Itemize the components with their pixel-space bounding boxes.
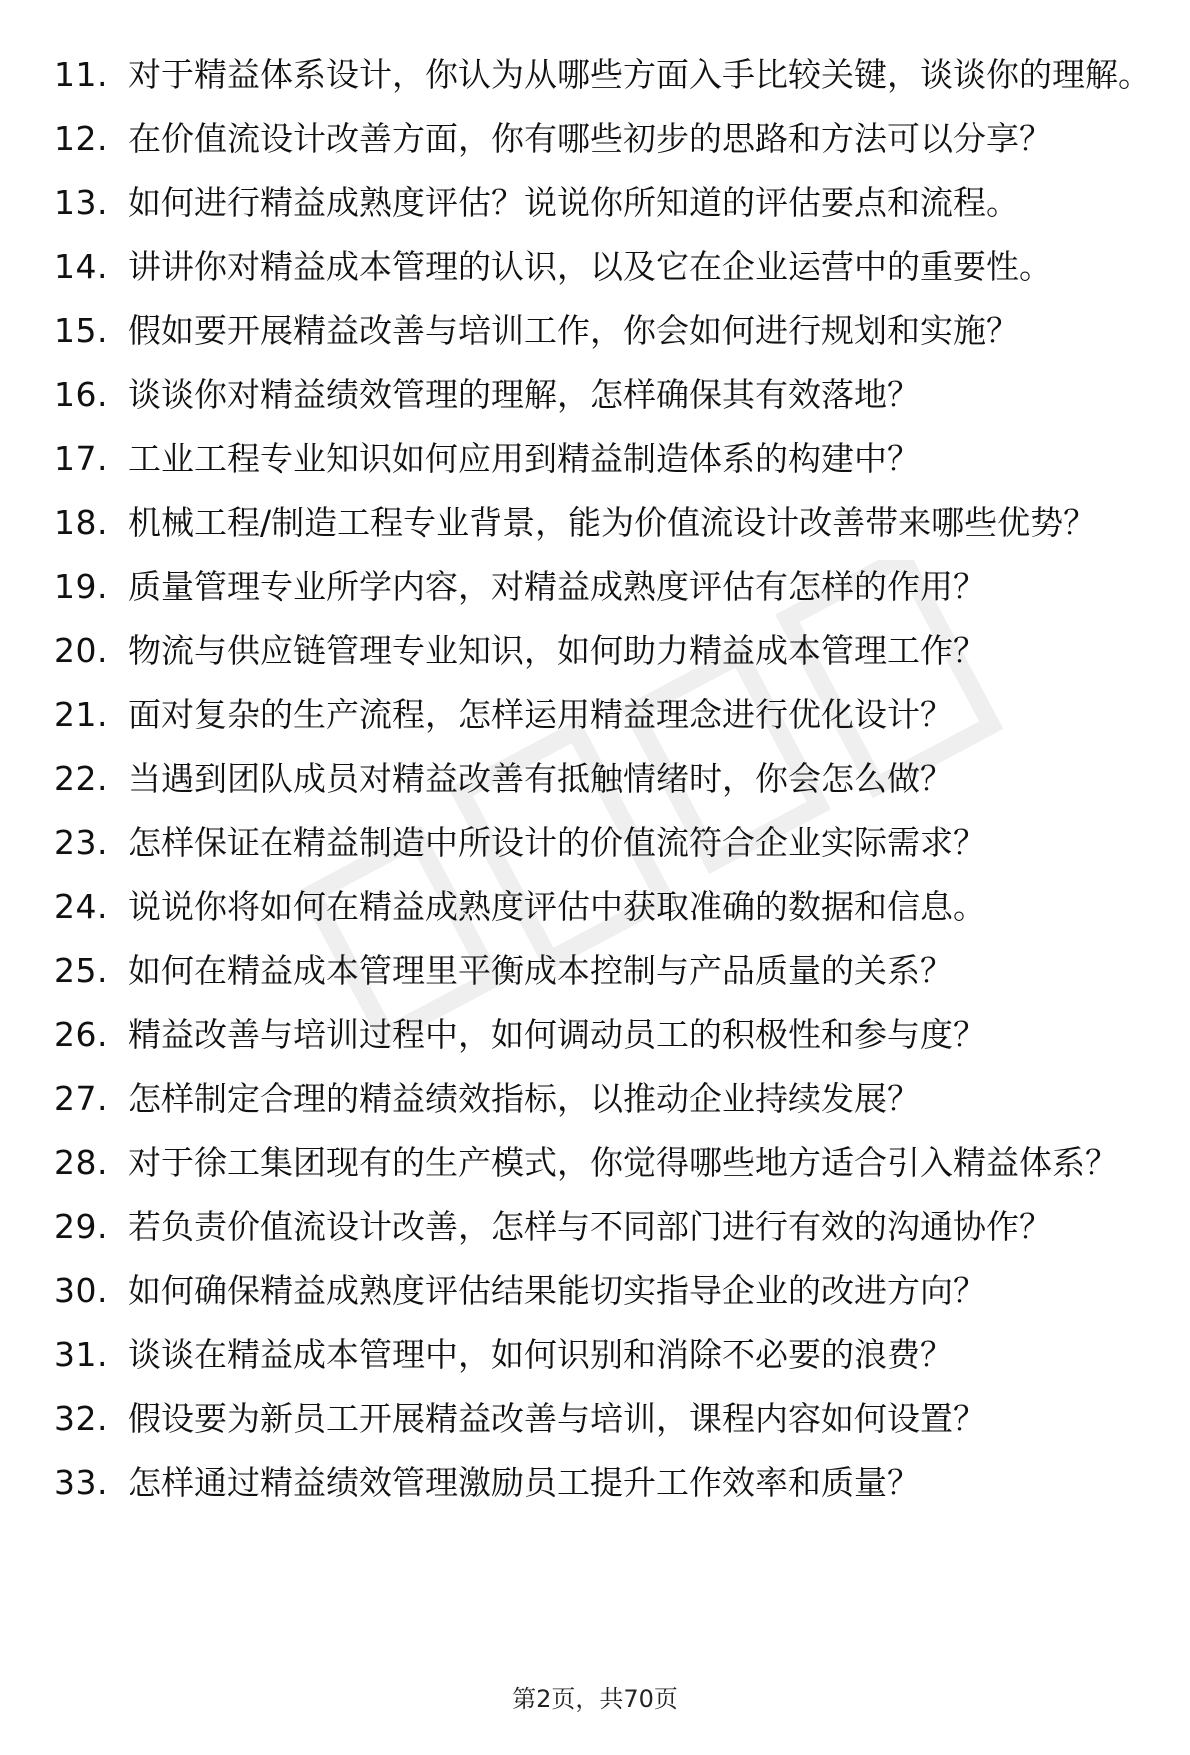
question-item <box>54 1460 1154 1506</box>
question-item <box>54 372 1154 418</box>
question-item <box>54 52 1154 98</box>
question-text: 机械工程/制造工程专业背景，能为价值流设计改善带来哪些优势？ <box>128 503 1097 542</box>
question-number: 16. <box>54 375 108 414</box>
question-item <box>54 756 1154 802</box>
question-item <box>54 1076 1154 1122</box>
question-text: 假设要为新员工开展精益改善与培训，课程内容如何设置？ <box>128 1399 986 1438</box>
question-text: 假如要开展精益改善与培训工作，你会如何进行规划和实施？ <box>128 311 1019 350</box>
question-number: 18. <box>54 503 108 542</box>
question-item <box>54 692 1154 738</box>
question-number: 25. <box>54 951 108 990</box>
question-text: 面对复杂的生产流程，怎样运用精益理念进行优化设计？ <box>128 695 953 734</box>
question-item <box>54 1204 1154 1250</box>
question-item <box>54 820 1154 866</box>
question-text: 谈谈你对精益绩效管理的理解，怎样确保其有效落地？ <box>128 375 920 414</box>
question-number: 22. <box>54 759 108 798</box>
question-number: 15. <box>54 311 108 350</box>
question-number: 21. <box>54 695 108 734</box>
question-list <box>54 52 1154 1524</box>
question-text: 谈谈在精益成本管理中，如何识别和消除不必要的浪费？ <box>128 1335 953 1374</box>
question-text: 对于徐工集团现有的生产模式，你觉得哪些地方适合引入精益体系？ <box>128 1143 1118 1182</box>
question-item <box>54 1332 1154 1378</box>
question-text: 精益改善与培训过程中，如何调动员工的积极性和参与度？ <box>128 1015 986 1054</box>
question-text: 怎样通过精益绩效管理激励员工提升工作效率和质量？ <box>128 1463 920 1502</box>
question-number: 30. <box>54 1271 108 1310</box>
question-item <box>54 180 1154 226</box>
question-item <box>54 564 1154 610</box>
question-text: 物流与供应链管理专业知识，如何助力精益成本管理工作？ <box>128 631 986 670</box>
question-number: 33. <box>54 1463 108 1502</box>
page-number-footer: 第2页，共70页 <box>512 1685 678 1713</box>
question-text: 若负责价值流设计改善，怎样与不同部门进行有效的沟通协作？ <box>128 1207 1052 1246</box>
question-item <box>54 116 1154 162</box>
question-item <box>54 1396 1154 1442</box>
question-number: 29. <box>54 1207 108 1246</box>
question-number: 14. <box>54 247 108 286</box>
question-number: 20. <box>54 631 108 670</box>
question-text: 质量管理专业所学内容，对精益成熟度评估有怎样的作用？ <box>128 567 986 606</box>
question-text: 怎样制定合理的精益绩效指标，以推动企业持续发展？ <box>128 1079 920 1118</box>
question-number: 13. <box>54 183 108 222</box>
question-number: 26. <box>54 1015 108 1054</box>
question-item <box>54 244 1154 290</box>
question-number: 23. <box>54 823 108 862</box>
question-text: 如何在精益成本管理里平衡成本控制与产品质量的关系？ <box>128 951 953 990</box>
question-number: 12. <box>54 119 108 158</box>
question-item <box>54 308 1154 354</box>
question-item <box>54 1268 1154 1314</box>
question-item <box>54 1140 1154 1186</box>
question-number: 17. <box>54 439 108 478</box>
question-text: 工业工程专业知识如何应用到精益制造体系的构建中？ <box>128 439 920 478</box>
question-item <box>54 436 1154 482</box>
question-text: 怎样保证在精益制造中所设计的价值流符合企业实际需求？ <box>128 823 986 862</box>
question-item <box>54 1012 1154 1058</box>
question-text: 如何进行精益成熟度评估？说说你所知道的评估要点和流程。 <box>128 183 1019 222</box>
question-number: 27. <box>54 1079 108 1118</box>
question-text: 在价值流设计改善方面，你有哪些初步的思路和方法可以分享？ <box>128 119 1052 158</box>
question-text: 对于精益体系设计，你认为从哪些方面入手比较关键，谈谈你的理解。 <box>128 55 1151 94</box>
question-item <box>54 628 1154 674</box>
question-number: 28. <box>54 1143 108 1182</box>
question-text: 如何确保精益成熟度评估结果能切实指导企业的改进方向？ <box>128 1271 986 1310</box>
question-number: 24. <box>54 887 108 926</box>
question-number: 11. <box>54 55 108 94</box>
question-number: 31. <box>54 1335 108 1374</box>
question-item <box>54 948 1154 994</box>
question-number: 32. <box>54 1399 108 1438</box>
question-item <box>54 500 1154 546</box>
question-text: 说说你将如何在精益成熟度评估中获取准确的数据和信息。 <box>128 887 986 926</box>
question-text: 当遇到团队成员对精益改善有抵触情绪时，你会怎么做？ <box>128 759 953 798</box>
question-item <box>54 884 1154 930</box>
question-text: 讲讲你对精益成本管理的认识，以及它在企业运营中的重要性。 <box>128 247 1052 286</box>
question-number: 19. <box>54 567 108 606</box>
